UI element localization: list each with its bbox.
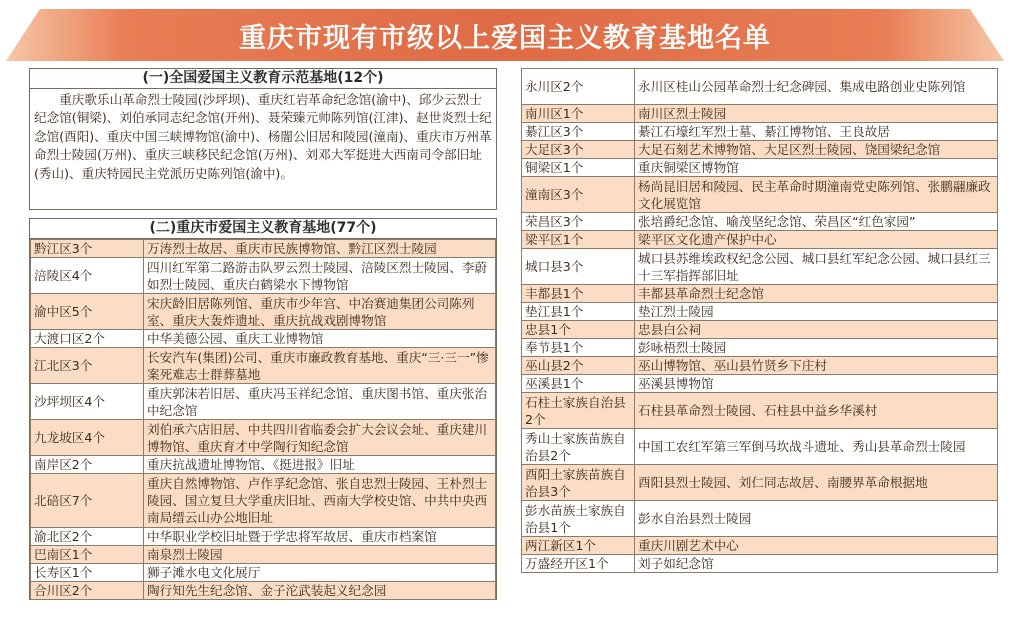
sites-cell: 彭水自治县烈士陵园 — [635, 501, 998, 537]
section2-box — [29, 218, 497, 600]
sites-cell: 酉阳县烈士陵园、刘仁同志故居、南腰界革命根据地 — [635, 465, 998, 501]
district-cell: 两江新区1个 — [522, 537, 635, 555]
table-row — [31, 420, 496, 456]
table-row — [31, 528, 496, 546]
left-table — [30, 239, 496, 600]
table-row — [522, 357, 998, 375]
table-row — [522, 537, 998, 555]
table-row — [522, 213, 998, 231]
district-cell: 涪陵区4个 — [31, 258, 144, 294]
sites-cell: 重庆抗战遗址博物馆、《挺进报》旧址 — [144, 456, 496, 474]
sites-cell: 万涛烈士故居、重庆市民族博物馆、黔江区烈士陵园 — [144, 240, 496, 258]
sites-cell: 梁平区文化遗产保护中心 — [635, 231, 998, 249]
sites-cell: 石柱县革命烈士陵园、石柱县中益乡华溪村 — [635, 393, 998, 429]
table-row — [522, 429, 998, 465]
district-cell: 荣昌区3个 — [522, 213, 635, 231]
section1-heading: (一)全国爱国主义教育示范基地(12个) — [30, 69, 496, 89]
district-cell: 南川区1个 — [522, 105, 635, 123]
sites-cell: 大足石刻艺术博物馆、大足区烈士陵园、饶国梁纪念馆 — [635, 141, 998, 159]
district-cell: 彭水苗族土家族自治县1个 — [522, 501, 635, 537]
district-cell: 九龙坡区4个 — [31, 420, 144, 456]
sites-cell: 垫江烈士陵园 — [635, 303, 998, 321]
sites-cell: 重庆铜梁区博物馆 — [635, 159, 998, 177]
table-row — [522, 303, 998, 321]
page-title: 重庆市现有市级以上爱国主义教育基地名单 — [239, 22, 771, 54]
sites-cell: 忠县白公祠 — [635, 321, 998, 339]
right-table-box — [521, 68, 998, 573]
table-row — [522, 231, 998, 249]
district-cell: 铜梁区1个 — [522, 159, 635, 177]
table-row — [31, 240, 496, 258]
sites-cell: 张培爵纪念馆、喻茂坚纪念馆、荣昌区“红色家园” — [635, 213, 998, 231]
sites-cell: 重庆川剧艺术中心 — [635, 537, 998, 555]
table-row — [522, 321, 998, 339]
district-cell: 忠县1个 — [522, 321, 635, 339]
table-row — [31, 474, 496, 528]
table-row — [31, 582, 496, 600]
table-row — [31, 546, 496, 564]
sites-cell: 长安汽车(集团)公司、重庆市廉政教育基地、重庆“三·三一”惨案死难志士群葬墓地 — [144, 348, 496, 384]
district-cell: 江北区3个 — [31, 348, 144, 384]
district-cell: 南岸区2个 — [31, 456, 144, 474]
table-row — [522, 285, 998, 303]
table-row — [31, 456, 496, 474]
sites-cell: 重庆郭沫若旧居、重庆冯玉祥纪念馆、重庆图书馆、重庆张治中纪念馆 — [144, 384, 496, 420]
sites-cell: 丰都县革命烈士纪念馆 — [635, 285, 998, 303]
sites-cell: 南泉烈士陵园 — [144, 546, 496, 564]
district-cell: 垫江县1个 — [522, 303, 635, 321]
district-cell: 綦江区3个 — [522, 123, 635, 141]
district-cell: 潼南区3个 — [522, 177, 635, 213]
table-row — [31, 384, 496, 420]
sites-cell: 中华职业学校旧址暨于学忠将军故居、重庆市档案馆 — [144, 528, 496, 546]
title-banner — [6, 9, 1004, 61]
right-table — [521, 68, 998, 573]
district-cell: 梁平区1个 — [522, 231, 635, 249]
district-cell: 巴南区1个 — [31, 546, 144, 564]
district-cell: 渝中区5个 — [31, 294, 144, 330]
table-row — [522, 141, 998, 159]
table-row — [31, 564, 496, 582]
sites-cell: 狮子滩水电文化展厅 — [144, 564, 496, 582]
sites-cell: 中国工农红军第三军倒马坎战斗遗址、秀山县革命烈士陵园 — [635, 429, 998, 465]
district-cell: 巫溪县1个 — [522, 375, 635, 393]
district-cell: 秀山土家族苗族自治县2个 — [522, 429, 635, 465]
district-cell: 城口县3个 — [522, 249, 635, 285]
sites-cell: 刘伯承六店旧居、中共四川省临委会扩大会议会址、重庆建川博物馆、重庆育才中学陶行知纪念馆 — [144, 420, 496, 456]
district-cell: 沙坪坝区4个 — [31, 384, 144, 420]
section2-heading: (二)重庆市爱国主义教育基地(77个) — [30, 219, 496, 239]
table-row — [31, 348, 496, 384]
section1-text: 重庆歌乐山革命烈士陵园(沙坪坝)、重庆红岩革命纪念馆(渝中)、邱少云烈士纪念馆(铜梁)、刘伯承同志纪念馆(开州)、聂荣臻元帅陈列馆(江津)、赵世炎烈士纪念馆(酉阳)、重庆中国三峡博物馆(渝中)、杨闇公旧居和陵园(潼南)、重庆市万州革命烈士陵园(万州)、重庆三峡移民纪念馆(万州)、刘邓大军挺进大西南司令部旧址(秀山)、重庆特园民主党派历史陈列馆(渝中)。 — [34, 92, 492, 181]
sites-cell: 城口县苏维埃政权纪念公园、城口县红军纪念公园、城口县红三十三军指挥部旧址 — [635, 249, 998, 285]
table-row — [31, 258, 496, 294]
table-row — [522, 105, 998, 123]
table-row — [31, 294, 496, 330]
sites-cell: 彭咏梧烈士陵园 — [635, 339, 998, 357]
sites-cell: 綦江石壕红军烈士墓、綦江博物馆、王良故居 — [635, 123, 998, 141]
district-cell: 长寿区1个 — [31, 564, 144, 582]
table-row — [31, 330, 496, 348]
district-cell: 巫山县2个 — [522, 357, 635, 375]
table-row — [522, 177, 998, 213]
sites-cell: 巫山博物馆、巫山县竹贤乡下庄村 — [635, 357, 998, 375]
table-row — [522, 339, 998, 357]
section1-box — [29, 68, 497, 210]
district-cell: 永川区2个 — [522, 69, 635, 105]
sites-cell: 中华美德公园、重庆工业博物馆 — [144, 330, 496, 348]
table-row — [522, 123, 998, 141]
table-row — [522, 375, 998, 393]
table-row — [522, 501, 998, 537]
table-row — [522, 159, 998, 177]
district-cell: 万盛经开区1个 — [522, 555, 635, 573]
district-cell: 丰都县1个 — [522, 285, 635, 303]
sites-cell: 杨尚昆旧居和陵园、民主革命时期潼南党史陈列馆、张鹏翮廉政文化展览馆 — [635, 177, 998, 213]
sites-cell: 四川红军第二路游击队罗云烈士陵园、涪陵区烈士陵园、李蔚如烈士陵园、重庆白鹤梁水下博物馆 — [144, 258, 496, 294]
district-cell: 大足区3个 — [522, 141, 635, 159]
sites-cell: 南川区烈士陵园 — [635, 105, 998, 123]
district-cell: 合川区2个 — [31, 582, 144, 600]
district-cell: 大渡口区2个 — [31, 330, 144, 348]
sites-cell: 巫溪县博物馆 — [635, 375, 998, 393]
table-row — [522, 555, 998, 573]
district-cell: 石柱土家族自治县2个 — [522, 393, 635, 429]
sites-cell: 宋庆龄旧居陈列馆、重庆市少年宫、中冶赛迪集团公司陈列室、重庆大轰炸遗址、重庆抗战戏剧博物馆 — [144, 294, 496, 330]
sites-cell: 永川区桂山公园革命烈士纪念碑园、集成电路创业史陈列馆 — [635, 69, 998, 105]
table-row — [522, 393, 998, 429]
district-cell: 渝北区2个 — [31, 528, 144, 546]
left-table-body — [31, 240, 496, 600]
district-cell: 黔江区3个 — [31, 240, 144, 258]
district-cell: 奉节县1个 — [522, 339, 635, 357]
district-cell: 北碚区7个 — [31, 474, 144, 528]
table-row — [522, 465, 998, 501]
sites-cell: 重庆自然博物馆、卢作孚纪念馆、张自忠烈士陵园、王朴烈士陵园、国立复旦大学重庆旧址、西南大学校史馆、中共中央西南局缙云山办公地旧址 — [144, 474, 496, 528]
district-cell: 酉阳土家族苗族自治县3个 — [522, 465, 635, 501]
sites-cell: 刘子如纪念馆 — [635, 555, 998, 573]
table-row — [522, 69, 998, 105]
table-row — [522, 249, 998, 285]
sites-cell: 陶行知先生纪念馆、金子沱武装起义纪念园 — [144, 582, 496, 600]
right-table-body — [522, 69, 998, 573]
